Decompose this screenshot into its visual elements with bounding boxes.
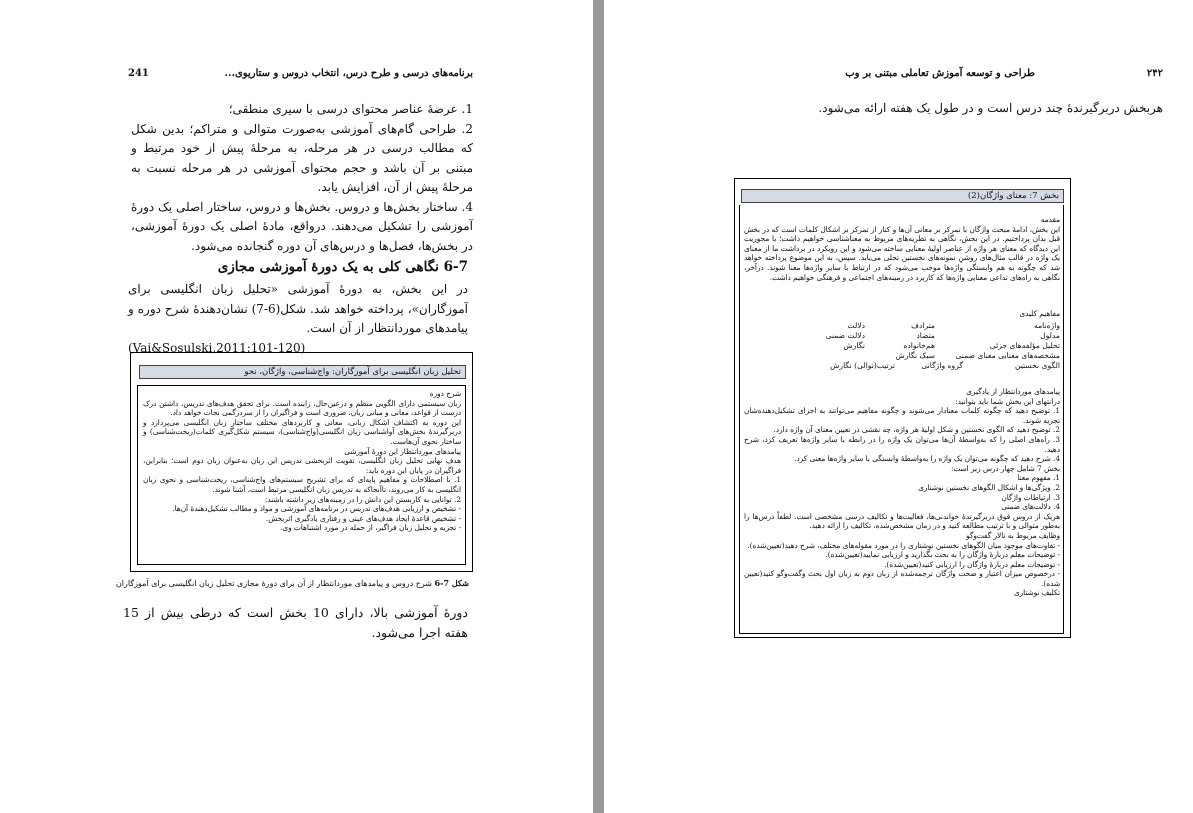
keyword: دلالت ضمنی [825,331,865,340]
keyword: سبک نگارش [895,351,935,360]
keyword: تحلیل مؤلفه‌های جزئی [989,341,1060,350]
list-item: 4. ساختار بخش‌ها و دروس. بخش‌ها و دروس، ساختار اصلی یک دورهٔ آموزشی را تشکیل می‌دهند. درواقع، مادهٔ اصلی یک دورهٔ آموزشی، در بخش‌ها، فصل‌ها و درس‌های آن دوره گنجانده می‌شود. [131,199,473,253]
figure-caption [116,578,469,588]
lesson-panel [734,178,1071,638]
caption-label: شکل 7-6 [434,578,469,588]
section-paragraph: در این بخش، به دورهٔ آموزشی «تحلیل زبان انگلیسی برای آموزگاران»، پرداخته خواهد شد. شکل(6-7) نشان‌دهندهٔ شرح دوره و پیامدهای موردانتظار از آن است. (Vai&Sosulski,2011:101-120) [128,280,468,358]
keyword: واژه‌نامه [1034,321,1060,330]
keyword: متضاد [916,331,935,340]
tasks-heading: وظایف مربوط به تالار گفت‌وگو [966,530,1060,540]
keyword: هم‌خانواده [903,341,935,350]
keywords-heading: مفاهیم کلیدی [1019,309,1060,318]
lesson-item: 2. ویژگی‌ها و اشکال الگوهای نخستین نوشتاری [918,482,1060,492]
figure-title-bar: تحلیل زبان انگلیسی برای آموزگاران: واج‌شناسی، واژگان، نحو [139,365,466,379]
figure-content-box [137,385,466,565]
lesson-item: 4. دلالت‌های ضمنی [1001,502,1060,512]
citation: (Vai&Sosulski,2011:101-120) [128,340,306,355]
panel-outcomes: پیامدهای موردانتظار از یادگیری درانتهای این بخش شما باید بتوانید: 1. توضیح دهید که چگونه کلمات معنادار می‌شوند و چگونه مفاهیم می‌توانند به اجزای تشکیل‌دهنده‌شان تجزیه شوند. 2. توضیح دهید که الگوی نخستین و شکل اولیهٔ هر واژه، چه نقشی در تعیین معنای آن واژه دارد. 3. راه‌های اصلی را که به‌واسطهٔ آن‌ها می‌توان یک واژه را در رابطه با سایر واژه‌ها تعریف کرد، شرح دهید. 4. شرح دهید که چگونه می‌توان یک واژه را به‌واسطهٔ وابستگی با سایر واژه‌ها معنی کرد. بخش 7 شامل چهار درس زیر است: 1. مفهوم معنا 2. ویژگی‌ها و اشکال الگوهای نخستین نوشتاری 3. ارتباطات واژگان 4. دلالت‌های ضمنی هریک از دروس فوق دربرگیرندهٔ خواندنی‌ها، فعالیت‌ها و تکالیف درسی مشخصی است. لطفاً درس‌ها را به‌طور متوالی و با ترتیب مطالعه کنید و در زمان مشخص‌شده، تکالیف را ارائه دهید. وظایف مربوط به تالار گفت‌وگو - تفاوت‌های موجود میان الگوهای نخستین نوشتاری را در مورد مقوله‌های مختلف، شرح دهید(تعیین‌شده). - توضیحات معلم دربارهٔ واژگان را به بحث بگذارید و ارزیابی نمایید(تعیین‌شده). - توضیحات معلم دربارهٔ واژگان را ارزیابی کنید(تعیین‌شده). - درخصوص میزان اعتبار و صحت واژگان ترجمه‌شده از زبان دوم به زبان اول بحث وگفت‌وگو کنید(تعیین شده). تکلیف نوشتاری [744,387,1060,598]
keyword: گروه واژگانی [921,361,963,370]
panel-intro: مقدمه این بخش، ادامهٔ مبحث واژگان با تمرکز بر معانی آن‌ها و کنار از تمرکز بر اشکال کلمات است که در بخش قبل بدان پرداختیم. در این بخش، نگاهی به نظریه‌های مربوط به معناشناسی خواهیم داشت؛ با محوریت این دیدگاه که معنای هر واژه از عناصر اولیهٔ معنایی ساخته می‌شود و این رویکرد در برداشت ما از معنای یک واژه در قالب مثال‌های روشنِ نمونه‌های نخستین تجلی می‌یابد. سپس، به این موضوع پرداخته خواهد شد که چگونه به هم وابستگی واژه‌ها موجب می‌شود که در ارتباط با سایر واژه‌ها معنا شوند. درآخر، نگاهی به راه‌های تداعی معنایی واژه‌ها که کاربرد در زمینه‌های اجتماعی و فرهنگی خواهیم داشت. [744,215,1060,282]
panel-outcomes-heading: پیامدهای موردانتظار از یادگیری [966,387,1060,396]
lesson-item: 1. مفهوم معنا [1017,473,1060,483]
list-item: 1. عرضهٔ عناصر محتوای درسی با سیری منطقی؛ [228,102,473,116]
figure-frame [130,352,473,572]
page-number: 241 [128,68,149,79]
left-page [0,0,593,813]
caption-text: شرح دروس و پیامدهای موردانتظار از آن برای دورهٔ مجازی تحلیل زبان انگلیسی برای آموزگاران [115,579,432,588]
figure-desc-heading: شرح دوره [429,389,461,398]
lesson-item: 3. ارتباطات واژگان [1001,492,1060,502]
last-heading: تکلیف نوشتاری [1013,588,1060,598]
keyword: مترادف [911,321,935,330]
intro-paragraph: هربخش دربرگیرندهٔ چند درس است و در طول یک هفته ارائه می‌شود. [818,101,1163,115]
page-number: ۲۴۲ [1146,68,1163,79]
figure-text: شرح دوره زبان سیستمی دارای الگویی منظم و درعین‌حال، زاینده است. برای تحقق هدف‌های تدریس، داشتن درک درست از قواعد، معانی و مبانی زبان، ضروری است و فراگیران را از سردرگمی نجات خواهد داد. این دوره به اکتشاف اشکال زبانی، معانی و کاربردهای مختلف ساختار زبان انگلیسی می‌پردازد و دربرگیرندهٔ بخش‌های آواشناسی زبان انگلیسی(واج‌شناسی)، سیستم شکل‌گیری کلمات(ریخت‌شناسی) و ساختار نحوی آن‌هاست. پیامدهای موردانتظار این دورهٔ آموزشی هدف نهایی تحلیل زبان انگلیسی، تقویت اثربخشی تدریس این زبان به‌عنوان زبان دوم است؛ بنابراین، فراگیران در پایان این دوره باید: 1. با اصطلاحات و مفاهیم پایه‌ای که برای تشریح سیستم‌های واج‌شناسی، ریخت‌شناسی و نحوی زبان انگلیسی به کار می‌روند، تاآنجاکه به تدریس زبان انگلیسی مرتبط است، آشنا شوند. 2. توانایی به کاربستن این دانش را در زمینه‌های زیر داشته باشند: - تشخیص و ارزیابی هدف‌های تدریس در برنامه‌های آموزشی و مواد و مطالب تشکیل‌دهندهٔ آن‌ها. - تشخیص قاعدهٔ ایجاد هدف‌های عینی و رفتاری یادگیری اثربخش. - تجزیه و تحلیل زبان فراگیر، از جمله در مورد اشتباهات وی. [143,389,461,533]
figure-outcomes-heading: پیامدهای موردانتظار این دورهٔ آموزشی [344,446,461,456]
right-page [604,0,1193,813]
list-item: 2. طراحی گام‌های آموزشی به‌صورت متوالی و متراکم؛ بدین شکل که مطالب درسی در هر مرحله، به مرحلهٔ پیش از خود مرتبط و مبتنی بر آن باشد و حجم محتوای آموزشی در هر مرحله نسبت به مرحلهٔ پیش از آن، افزایش یابد. [131,121,473,194]
keyword: مدلول [1040,331,1060,340]
keyword: مشخصه‌های معنایی معنای ضمنی [955,351,1060,360]
section-heading: 6-7 نگاهی کلی به یک دورهٔ آموزشی مجازی [217,259,468,275]
running-title: برنامه‌های درسی و طرح درس، انتخاب دروس و ستاریوی... [224,68,473,79]
keyword: الگوی نخستین [1014,361,1060,370]
keyword: ترتیب(توالی) نگارش [830,361,895,370]
keyword: نگارش [843,341,865,350]
panel-title-bar: بخش 7: معنای واژگان(2) [741,189,1064,203]
panel-intro-heading: مقدمه [1040,215,1060,224]
keyword: دلالت [847,321,865,330]
panel-content-box [739,205,1064,634]
numbered-list [131,100,473,256]
closing-paragraph: دورهٔ آموزشی بالا، دارای 10 بخش است که درطی بیش از 15 هفته اجرا می‌شود. [123,605,468,640]
lessons-intro: بخش 7 شامل چهار درس زیر است: [950,463,1060,473]
running-title: طراحی و توسعه آموزش تعاملی مبتنی بر وب [845,68,1035,79]
